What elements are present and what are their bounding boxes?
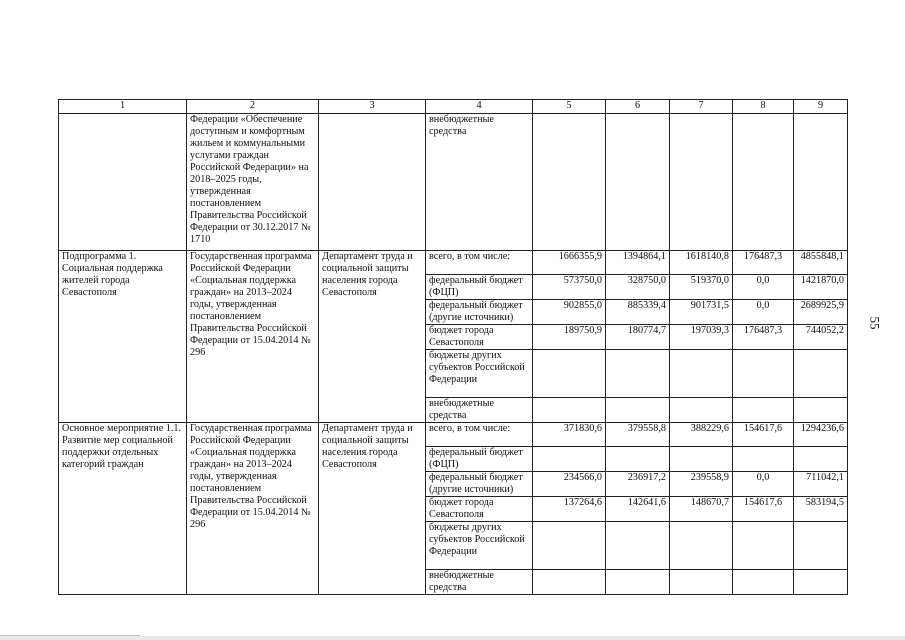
value-cell-v9: 1421870,0 [794, 275, 848, 300]
column-header: 8 [733, 100, 794, 114]
value-cell-v8: 154617,6 [733, 497, 794, 522]
value-cell-v9: 711042,1 [794, 472, 848, 497]
source-cell: внебюджетные средства [426, 114, 533, 251]
value-cell-v8: 176487,3 [733, 325, 794, 350]
value-cell-v7 [670, 447, 733, 472]
value-cell-v5: 234566,0 [533, 472, 606, 497]
name-cell: Подпрограмма 1. Социальная поддержка жителей города Севастополя [59, 251, 187, 423]
value-cell-v8: 154617,6 [733, 423, 794, 447]
header-row [59, 100, 848, 114]
value-cell-v8 [733, 447, 794, 472]
source-cell: федеральный бюджет (другие источники) [426, 300, 533, 325]
value-cell-v5 [533, 447, 606, 472]
value-cell-v7 [670, 570, 733, 595]
value-cell-v9: 2689925,9 [794, 300, 848, 325]
source-cell: внебюджетные средства [426, 570, 533, 595]
column-header: 3 [319, 100, 426, 114]
program-cell: Федерации «Обеспечение доступным и комфортным жильем и коммунальными услугами граждан Российской Федерации» на 2018–2025 годы, утвержденная постановлением Правительства Российской Федерации от 30.12.2017 № 1710 [187, 114, 319, 251]
value-cell-v7: 388229,6 [670, 423, 733, 447]
source-cell: бюджет города Севастополя [426, 497, 533, 522]
source-cell: бюджеты других субъектов Российской Федерации [426, 522, 533, 570]
column-header: 6 [606, 100, 670, 114]
value-cell-v9: 744052,2 [794, 325, 848, 350]
value-cell-v5: 902855,0 [533, 300, 606, 325]
value-cell-v5 [533, 398, 606, 423]
value-cell-v6: 142641,6 [606, 497, 670, 522]
value-cell-v5: 371830,6 [533, 423, 606, 447]
value-cell-v9 [794, 398, 848, 423]
value-cell-v5 [533, 570, 606, 595]
value-cell-v7: 148670,7 [670, 497, 733, 522]
source-cell: внебюджетные средства [426, 398, 533, 423]
value-cell-v7: 197039,3 [670, 325, 733, 350]
column-header: 9 [794, 100, 848, 114]
value-cell-v8 [733, 398, 794, 423]
value-cell-v8: 0,0 [733, 300, 794, 325]
column-header: 1 [59, 100, 187, 114]
value-cell-v9 [794, 447, 848, 472]
intro-row [59, 114, 848, 251]
executor-cell: Департамент труда и социальной защиты населения города Севастополя [319, 251, 426, 423]
value-cell-v6: 328750,0 [606, 275, 670, 300]
value-cell-v8 [733, 522, 794, 570]
source-cell: бюджет города Севастополя [426, 325, 533, 350]
value-cell-v5: 573750,0 [533, 275, 606, 300]
name-cell: Основное мероприятие 1.1. Развитие мер социальной поддержки отдельных категорий граждан [59, 423, 187, 595]
value-cell-v7 [670, 522, 733, 570]
value-cell-v7: 519370,0 [670, 275, 733, 300]
value-cell-v9 [794, 570, 848, 595]
value-cell-v9 [794, 522, 848, 570]
value-cell-v7 [670, 398, 733, 423]
page-number: 55 [867, 316, 883, 330]
value-cell-v6: 885339,4 [606, 300, 670, 325]
value-cell-v8: 0,0 [733, 275, 794, 300]
value-cell-v8 [733, 570, 794, 595]
value-cell-v6: 379558,8 [606, 423, 670, 447]
value-cell-v6 [606, 350, 670, 398]
value-cell-v6 [606, 522, 670, 570]
source-cell: федеральный бюджет (ФЦП) [426, 447, 533, 472]
value-cell-v9 [794, 350, 848, 398]
column-header: 4 [426, 100, 533, 114]
scan-edge [0, 636, 905, 640]
source-cell: бюджеты других субъектов Российской Федерации [426, 350, 533, 398]
value-cell-v6 [606, 398, 670, 423]
value-cell-v5: 1666355,9 [533, 251, 606, 275]
value-cell-v6 [606, 570, 670, 595]
value-cell-v5 [533, 522, 606, 570]
source-cell: всего, в том числе: [426, 423, 533, 447]
value-cell-v6 [606, 447, 670, 472]
value-cell-v8 [733, 350, 794, 398]
value-cell-v5: 189750,9 [533, 325, 606, 350]
value-cell-v7 [670, 350, 733, 398]
column-header: 2 [187, 100, 319, 114]
funding-table [58, 99, 848, 595]
source-cell: федеральный бюджет (ФЦП) [426, 275, 533, 300]
table-row [59, 423, 848, 447]
column-header: 5 [533, 100, 606, 114]
source-cell: всего, в том числе: [426, 251, 533, 275]
value-cell-v9: 583194,5 [794, 497, 848, 522]
value-cell-v5: 137264,6 [533, 497, 606, 522]
table-body [59, 100, 848, 595]
table-row [59, 251, 848, 275]
column-header: 7 [670, 100, 733, 114]
value-cell-v9: 1294236,6 [794, 423, 848, 447]
value-cell-v7: 239558,9 [670, 472, 733, 497]
program-cell: Государственная программа Российской Федерации «Социальная поддержка граждан» на 2013–2024 годы, утвержденная постановлением Правительства Российской Федерации от 15.04.2014 № 296 [187, 423, 319, 595]
value-cell-v9: 4855848,1 [794, 251, 848, 275]
executor-cell: Департамент труда и социальной защиты населения города Севастополя [319, 423, 426, 595]
value-cell-v6: 180774,7 [606, 325, 670, 350]
value-cell-v8: 176487,3 [733, 251, 794, 275]
name-cell [59, 114, 187, 251]
value-cell-v7: 1618140,8 [670, 251, 733, 275]
value-cell-v6: 1394864,1 [606, 251, 670, 275]
value-cell-v5 [533, 350, 606, 398]
value-cell-v8: 0,0 [733, 472, 794, 497]
source-cell: федеральный бюджет (другие источники) [426, 472, 533, 497]
value-cell-v6: 236917,2 [606, 472, 670, 497]
value-cell-v7: 901731,5 [670, 300, 733, 325]
executor-cell [319, 114, 426, 251]
program-cell: Государственная программа Российской Федерации «Социальная поддержка граждан» на 2013–2024 годы, утвержденная постановлением Правительства Российской Федерации от 15.04.2014 № 296 [187, 251, 319, 423]
